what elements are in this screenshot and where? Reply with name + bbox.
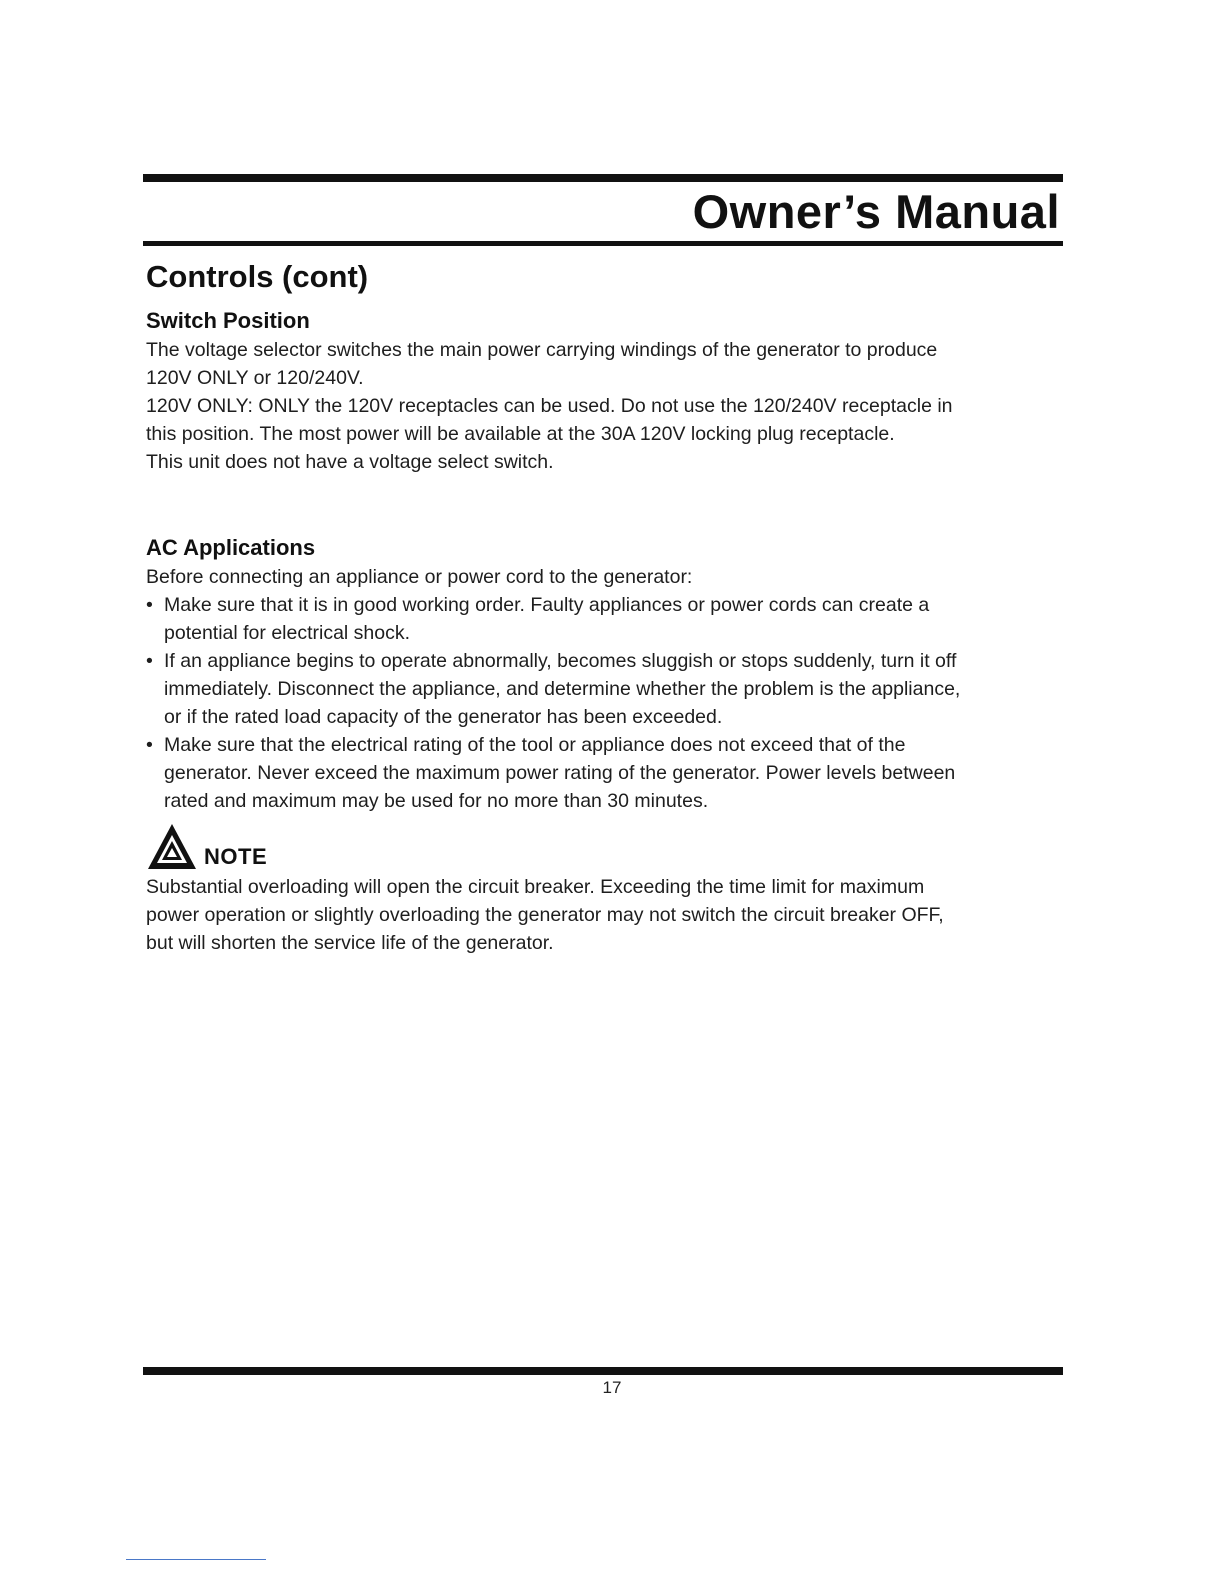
header-top-rule [143, 174, 1063, 182]
switch-position-body [146, 336, 1066, 476]
switch-position-line: 120V ONLY: ONLY the 120V receptacles can be used. Do not use the 120/240V receptacle in [146, 395, 953, 417]
ac-applications-heading: AC Applications [146, 535, 316, 560]
ac-applications-bullet-list [146, 591, 1066, 815]
bullet-item [146, 731, 1066, 815]
bullet-dot-icon: • [146, 594, 153, 616]
switch-position-line: The voltage selector switches the main power carrying windings of the generator to produce [146, 339, 938, 361]
page-number: 17 [602, 1378, 622, 1397]
switch-position-line: 120V ONLY or 120/240V. [146, 367, 364, 389]
section-title: Controls (cont) [146, 259, 369, 294]
bullet-line: generator. Never exceed the maximum power rating of the generator. Power levels between [164, 762, 956, 784]
switch-position-line: this position. The most power will be available at the 30A 120V locking plug receptacle. [146, 423, 895, 445]
bullet-line: potential for electrical shock. [164, 622, 411, 644]
bullet-line: Make sure that the electrical rating of the tool or appliance does not exceed that of the [164, 734, 906, 756]
warning-triangle-icon [146, 822, 198, 872]
note-body [146, 873, 1066, 957]
scan-artifact-line [126, 1559, 266, 1560]
switch-position-line: This unit does not have a voltage select switch. [146, 451, 554, 473]
manual-title: Owner’s Manual [692, 185, 1060, 238]
footer-rule [143, 1367, 1063, 1375]
note-heading [146, 818, 267, 872]
bullet-dot-icon: • [146, 650, 153, 672]
note-label: NOTE [204, 844, 268, 869]
bullet-line: immediately. Disconnect the appliance, and determine whether the problem is the appliance, [164, 678, 961, 700]
ac-applications-body [146, 563, 1066, 815]
ac-applications-intro: Before connecting an appliance or power cord to the generator: [146, 566, 693, 588]
switch-position-heading: Switch Position [146, 308, 310, 333]
bullet-line: or if the rated load capacity of the generator has been exceeded. [164, 706, 723, 728]
header-bottom-rule [143, 241, 1063, 246]
bullet-item [146, 647, 1066, 731]
note-line: but will shorten the service life of the generator. [146, 932, 554, 954]
bullet-line: If an appliance begins to operate abnormally, becomes sluggish or stops suddenly, turn it off [164, 650, 957, 672]
bullet-line: rated and maximum may be used for no more than 30 minutes. [164, 790, 709, 812]
note-line: power operation or slightly overloading the generator may not switch the circuit breaker OFF, [146, 904, 944, 926]
note-line: Substantial overloading will open the circuit breaker. Exceeding the time limit for maximum [146, 876, 925, 898]
bullet-item [146, 591, 1066, 647]
bullet-dot-icon: • [146, 734, 153, 756]
bullet-line: Make sure that it is in good working order. Faulty appliances or power cords can create a [164, 594, 930, 616]
